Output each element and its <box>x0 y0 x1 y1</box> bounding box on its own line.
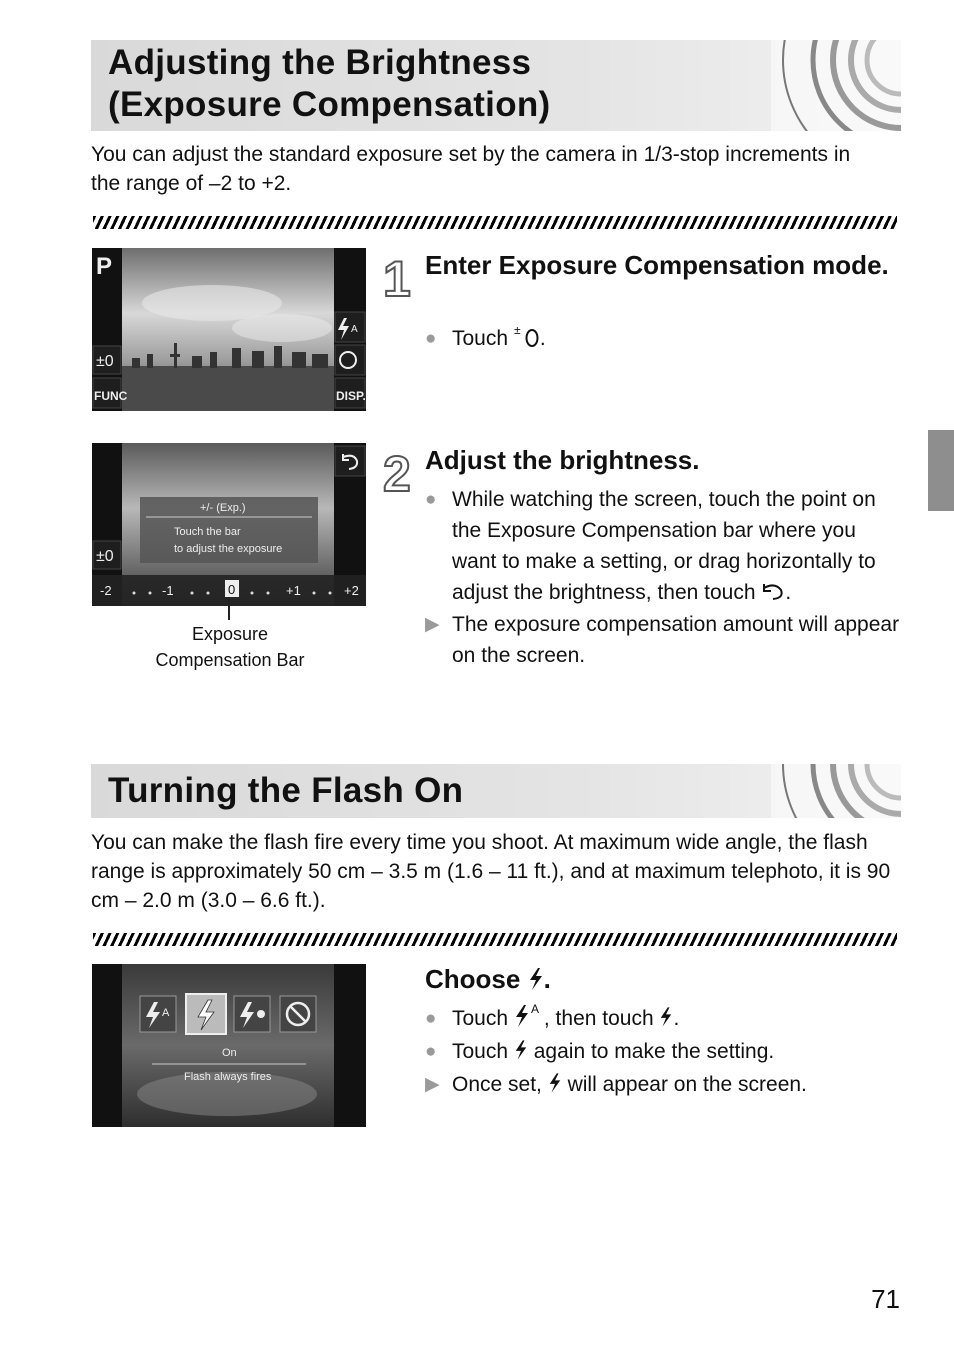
step1-bullets <box>425 323 900 354</box>
list-item: ● While watching the screen, touch the point on the Exposure Compensation bar where you want to make a setting, or drag horizontally to adjust the brightness, then touch . <box>425 484 900 608</box>
flash-option-label: On <box>222 1047 237 1059</box>
dialog-title: +/- (Exp.) <box>200 502 246 514</box>
svg-text:±: ± <box>513 324 521 337</box>
exposure-button-label: ±0 <box>96 353 114 370</box>
chapter-tab <box>928 430 954 511</box>
decorative-rings-icon <box>771 40 901 131</box>
decorative-rings-icon <box>771 764 901 818</box>
bullet-circle-icon: ● <box>425 1041 437 1062</box>
svg-text:A: A <box>351 324 358 335</box>
svg-text:A: A <box>162 1007 170 1019</box>
scale-label-minus1: -1 <box>162 583 174 598</box>
flash-step-bullets <box>425 1002 900 1101</box>
scale-label-zero: 0 <box>228 582 236 597</box>
step2-bullets <box>425 484 900 671</box>
step-number-1: 1 <box>383 251 411 307</box>
caption-leader-line <box>228 597 230 620</box>
list-item: ● Touch A , then touch . <box>425 1002 900 1035</box>
exposure-bar-caption: Exposure Compensation Bar <box>155 624 305 670</box>
camera-screen-shooting <box>92 248 366 411</box>
step2-title: Adjust the brightness. <box>425 445 700 475</box>
list-item: ▶ The exposure compensation amount will appear on the screen. <box>425 609 900 671</box>
flash-icon <box>514 1039 528 1061</box>
page-number: 71 <box>871 1284 900 1314</box>
bullet-triangle-icon: ▶ <box>425 614 440 635</box>
camera-screen-flash <box>92 964 366 1127</box>
flash-option-desc: Flash always fires <box>184 1071 272 1083</box>
return-button[interactable] <box>335 446 365 476</box>
bullet-triangle-icon: ▶ <box>425 1074 440 1095</box>
disp-button-label: DISP. <box>336 389 366 403</box>
mode-indicator: P <box>96 253 113 280</box>
list-item: ● Touch ± . <box>425 323 900 354</box>
section-title: Turning the Flash On <box>108 771 464 810</box>
divider-stripes <box>93 933 897 946</box>
svg-text:A: A <box>530 1002 539 1016</box>
dialog-line-2: to adjust the exposure <box>174 543 283 555</box>
bullet-circle-icon: ● <box>425 1008 437 1029</box>
section-header-exposure <box>91 40 901 131</box>
bullet-circle-icon: ● <box>425 328 437 349</box>
flash-icon <box>659 1006 673 1028</box>
section2-intro: You can make the flash fire every time you shoot. At maximum wide angle, the flash range is approximately 50 cm – 3.5 m (1.6 – 11 ft.), and at maximum telephoto, it is 90 cm – 2.0 m (3.0 – 6.6 ft.). <box>91 831 891 912</box>
dialog-line-1: Touch the bar <box>174 526 241 538</box>
flash-step-title: Choose . <box>425 964 551 994</box>
func-button-label: FUNC <box>94 389 128 403</box>
list-item: ▶ Once set, will appear on the screen. <box>425 1068 900 1101</box>
section-header-flash <box>91 764 901 818</box>
title-line-2: (Exposure Compensation) <box>108 85 551 124</box>
list-item: ● Touch again to make the setting. <box>425 1035 900 1068</box>
flash-icon <box>548 1072 562 1094</box>
scale-label-plus1: +1 <box>286 583 301 598</box>
step1-title: Enter Exposure Compensation mode. <box>425 250 889 280</box>
step-number-2: 2 <box>383 446 411 502</box>
bullet-circle-icon: ● <box>425 489 437 510</box>
exposure-value: ±0 <box>96 548 114 565</box>
scale-label-minus2: -2 <box>100 583 112 598</box>
exposure-compensation-icon <box>514 324 540 348</box>
flash-auto-icon <box>514 1002 544 1028</box>
title-line-1: Adjusting the Brightness <box>108 43 532 82</box>
section1-intro: You can adjust the standard exposure set by the camera in 1/3-stop increments in the range of –2 to +2. <box>91 143 851 195</box>
flash-icon <box>528 967 544 991</box>
camera-screen-exposure <box>92 443 366 606</box>
section-title <box>108 42 551 126</box>
divider-stripes <box>93 216 897 229</box>
scale-label-plus2: +2 <box>344 583 359 598</box>
return-icon <box>761 580 785 602</box>
